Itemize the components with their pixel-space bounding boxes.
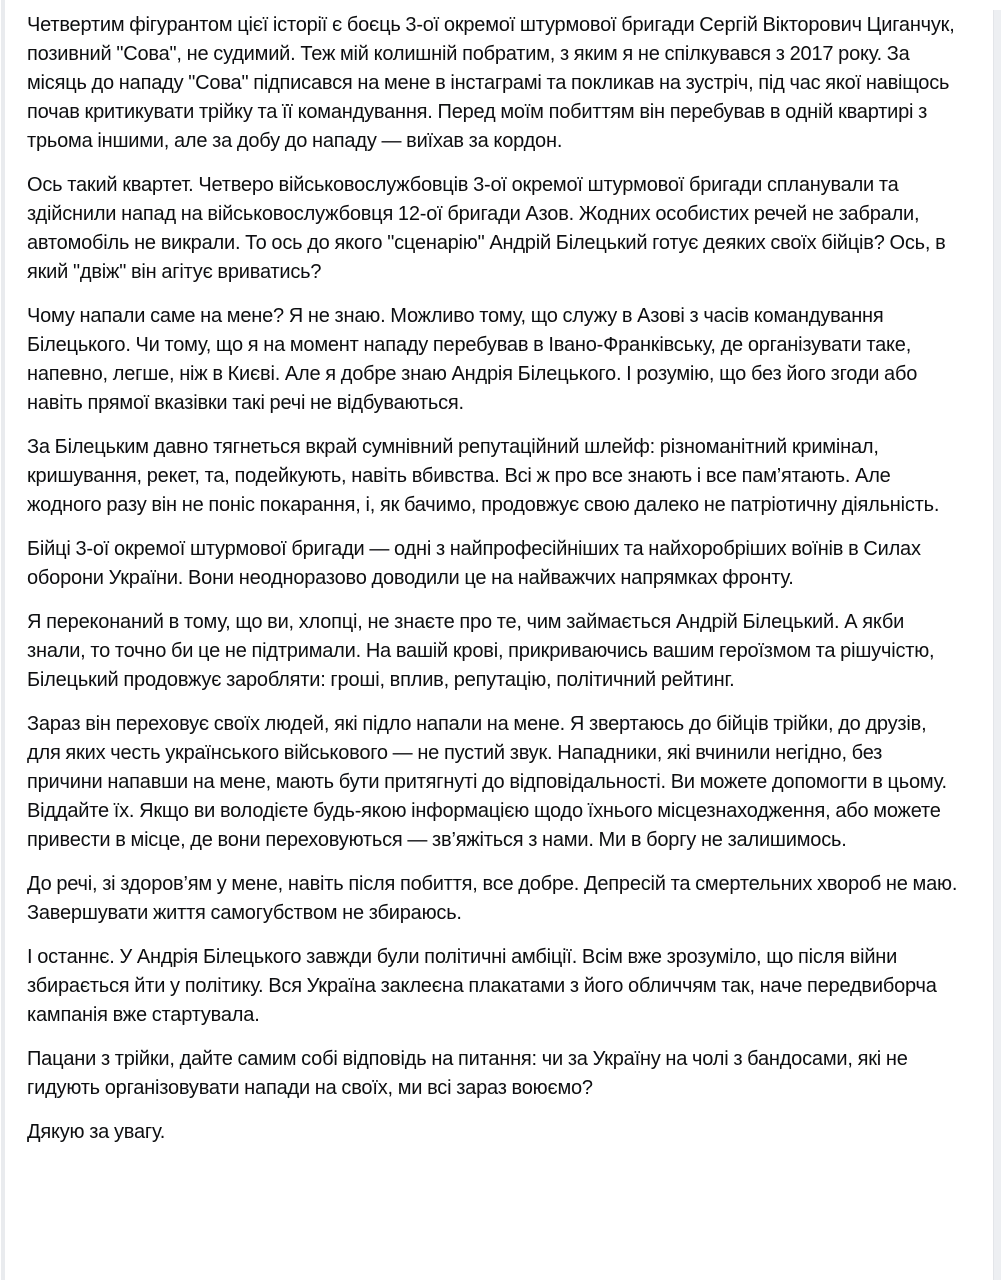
scrollbar-track[interactable] xyxy=(993,10,1001,1280)
post-paragraph-6: Я переконаний в тому, що ви, хлопці, не знаєте про те, чим займається Андрій Білецький. А якби знали, то точно би це не підтримали. На вашій крові, прикриваючись вашим героїзмом та рішучістю, Білецький продовжує заробляти: гроші, вплив, репутацію, політичний рейтинг. xyxy=(27,611,935,691)
post-paragraph-3: Чому напали саме на мене? Я не знаю. Можливо тому, що служу в Азові з часів командування Білецького. Чи тому, що я на момент нападу перебував в Івано-Франківську, де організувати таке, напевно, легше, ніж в Києві. Але я добре знаю Андрія Білецького. І розумію, що без його згоди або навіть прямої вказівки такі речі не відбуваються. xyxy=(27,305,918,414)
post-paragraph-8: До речі, зі здоров’ям у мене, навіть після побиття, все добре. Депресій та смертельних хвороб не маю. Завершувати життя самогубством не збираюсь. xyxy=(27,873,958,924)
post-paragraph-4: За Білецьким давно тягнеться вкрай сумнівний репутаційний шлейф: різноманітний кримінал, кришування, рекет, та, подейкують, навіть вбивства. Всі ж про все знають і все пам’ятають. Але жодного разу він не поніс покарання, і, як бачимо, продовжує свою далеко не патріотичну діяльність. xyxy=(27,436,940,516)
window-edge-left xyxy=(1,0,5,1280)
post-paragraph-5: Бійці 3-ої окремої штурмової бригади — одні з найпрофесійніших та найхоробріших воїнів в Силах оборони України. Вони неодноразово доводили це на найважчих напрямках фронту. xyxy=(27,538,921,589)
post-paragraph-10: Пацани з трійки, дайте самим собі відповідь на питання: чи за Україну на чолі з бандосами, які не гидують організовувати напади на своїх, ми всі зараз воюємо? xyxy=(27,1048,908,1099)
post-paragraph-2: Ось такий квартет. Четверо військовослужбовців 3-ої окремої штурмової бригади спланували та здійснили напад на військовослужбовця 12-ої бригади Азов. Жодних особистих речей не забрали, автомобіль не викрали. То ось до якого "сценарію" Андрій Білецький готує деяких своїх бійців? Ось, в який "двіж" він агітує вриватись? xyxy=(27,174,946,283)
post-paragraph-1: Четвертим фігурантом цієї історії є боєць 3-ої окремої штурмової бригади Сергій Вікторович Циганчук, позивний "Сова", не судимий. Теж мій колишній побратим, з яким я не спілкувався з 2017 року. За місяць до нападу "Сова" підписався на мене в інстаграмі та покликав на зустріч, під час якої навіщось почав критикувати трійку та її командування. Перед моїм побиттям він перебував в одній квартирі з трьома іншими, але за добу до нападу — виїхав за кордон. xyxy=(27,14,955,152)
post-paragraph-11: Дякую за увагу. xyxy=(27,1121,166,1143)
post-paragraph-9: І останнє. У Андрія Білецького завжди були політичні амбіції. Всім вже зрозуміло, що після війни збирається йти у політику. Вся Україна заклеєна плакатами з його обличчям так, наче передвиборча кампанія вже стартувала. xyxy=(27,946,937,1026)
post-paragraph-7: Зараз він переховує своїх людей, які підло напали на мене. Я звертаюсь до бійців трійки, до друзів, для яких честь українського військового — не пустий звук. Нападники, які вчинили негідно, без причини напавши на мене, мають бути притягнуті до відповідальності. Ви можете допомогти в цьому. Віддайте їх. Якщо ви володієте будь-якою інформацією щодо їхнього місцезнаходження, або можете привести в місце, де вони переховуються — зв’яжіться з нами. Ми в боргу не залишимось. xyxy=(27,713,947,851)
